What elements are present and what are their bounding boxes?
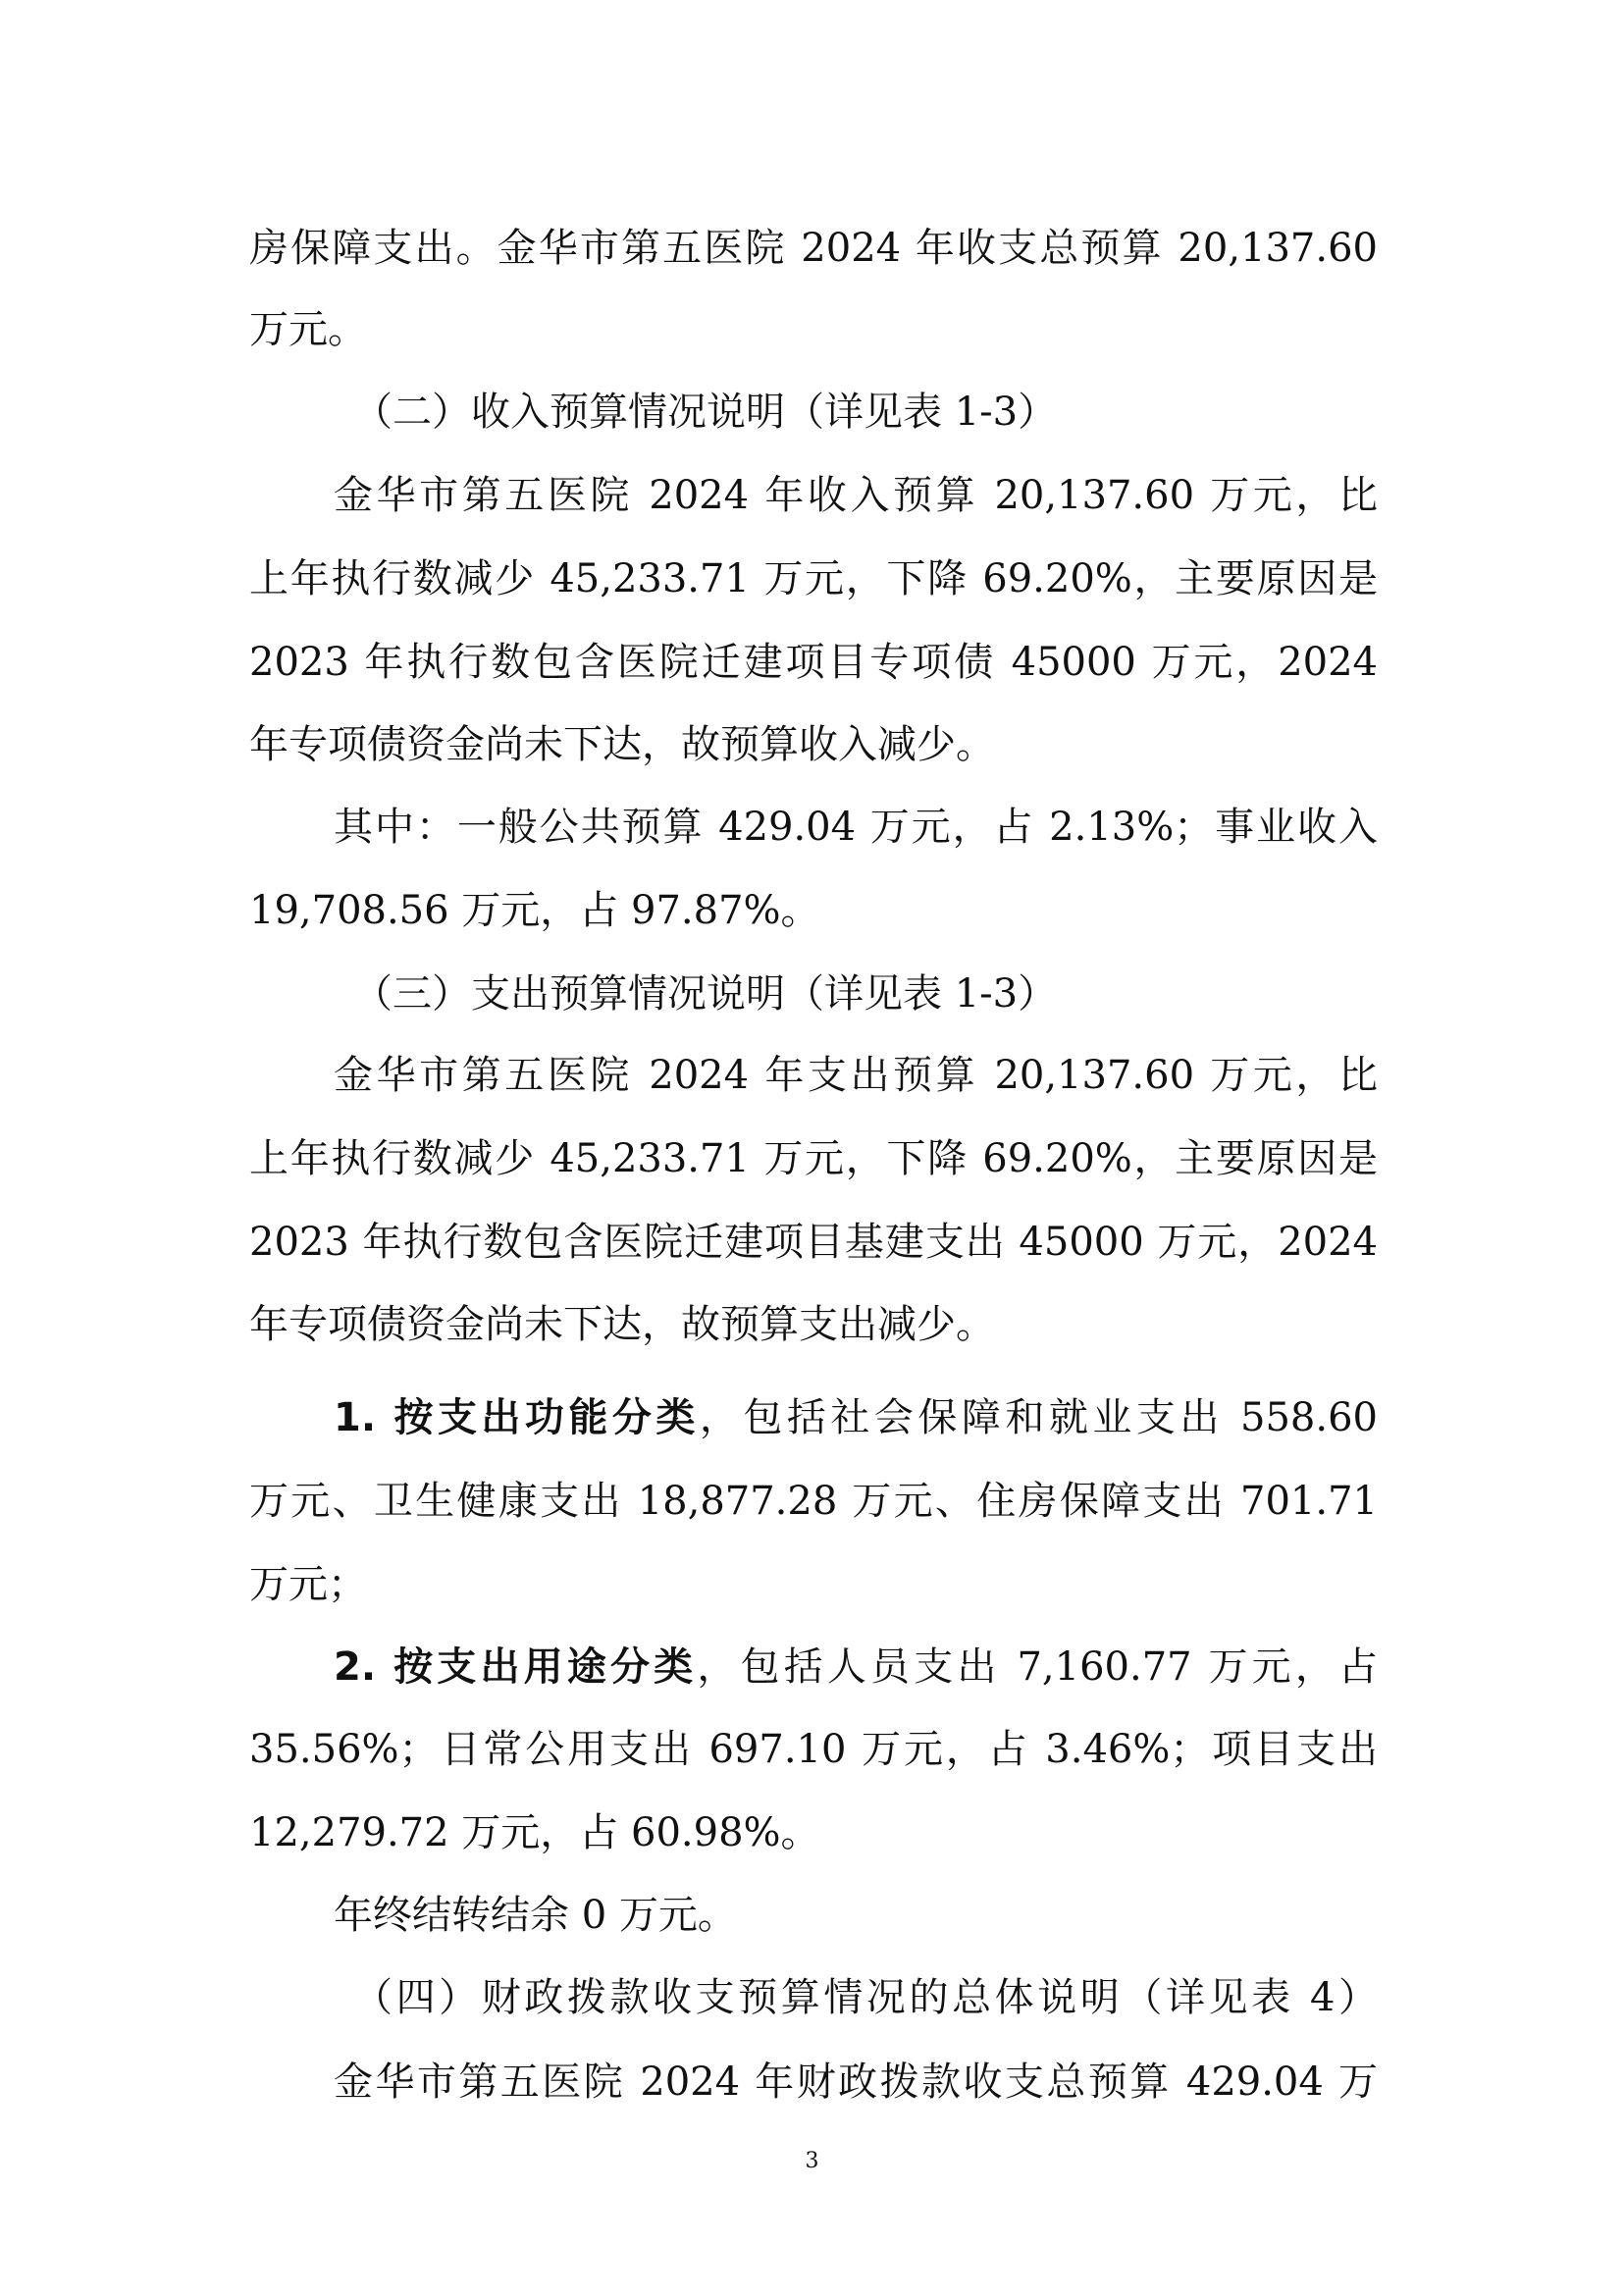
paragraph-line: 房保障支出。金华市第五医院 2024 年收支总预算 20,137.60 [249,226,1378,271]
paragraph-line: 金华市第五医院 2024 年支出预算 20,137.60 万元，比 [334,1053,1378,1098]
line-text: ，包括人员支出 7,160.77 万元，占 [697,1644,1379,1690]
paragraph-line: 19,708.56 万元，占 97.87%。 [249,888,820,933]
section-heading-3: （三）支出预算情况说明（详见表 1-3） [353,971,1058,1017]
section-heading-2: （二）收入预算情况说明（详见表 1-3） [353,390,1058,435]
page-number: 3 [805,2149,819,2173]
paragraph-line: 年专项债资金尚未下达，故预算支出减少。 [249,1302,995,1347]
paragraph-line: 上年执行数减少 45,233.71 万元，下降 69.20%，主要原因是 [249,556,1378,601]
paragraph-line: 上年执行数减少 45,233.71 万元，下降 69.20%，主要原因是 [249,1136,1378,1181]
paragraph-line [334,1638,1378,1696]
section-heading-4: （四）财政拨款收支预算情况的总体说明（详见表 4） [353,1975,1378,2020]
bold-lead-in: 1. 按支出功能分类 [334,1395,700,1440]
paragraph-line: 35.56%；日常公用支出 697.10 万元，占 3.46%；项目支出 [249,1727,1378,1772]
paragraph-line: 万元。 [249,307,367,352]
paragraph-line: 年终结转结余 0 万元。 [334,1893,737,1938]
paragraph-line: 2023 年执行数包含医院迁建项目基建支出 45000 万元，2024 [249,1220,1378,1265]
paragraph-line: 其中：一般公共预算 429.04 万元，占 2.13%；事业收入 [334,805,1378,850]
paragraph-line: 金华市第五医院 2024 年财政拨款收支总预算 429.04 万 [334,2060,1378,2105]
paragraph-line: 金华市第五医院 2024 年收入预算 20,137.60 万元，比 [334,473,1378,518]
paragraph-line [334,1388,1378,1447]
bold-lead-in: 2. 按支出用途分类 [334,1644,698,1690]
paragraph-line: 万元、卫生健康支出 18,877.28 万元、住房保障支出 701.71 [249,1479,1378,1524]
paragraph-line: 年专项债资金尚未下达，故预算收入减少。 [249,722,995,767]
paragraph-line: 12,279.72 万元，占 60.98%。 [249,1810,820,1855]
paragraph-line: 2023 年执行数包含医院迁建项目专项债 45000 万元，2024 [249,640,1378,685]
line-text: ，包括社会保障和就业支出 558.60 [699,1395,1378,1440]
paragraph-line: 万元； [249,1562,367,1607]
